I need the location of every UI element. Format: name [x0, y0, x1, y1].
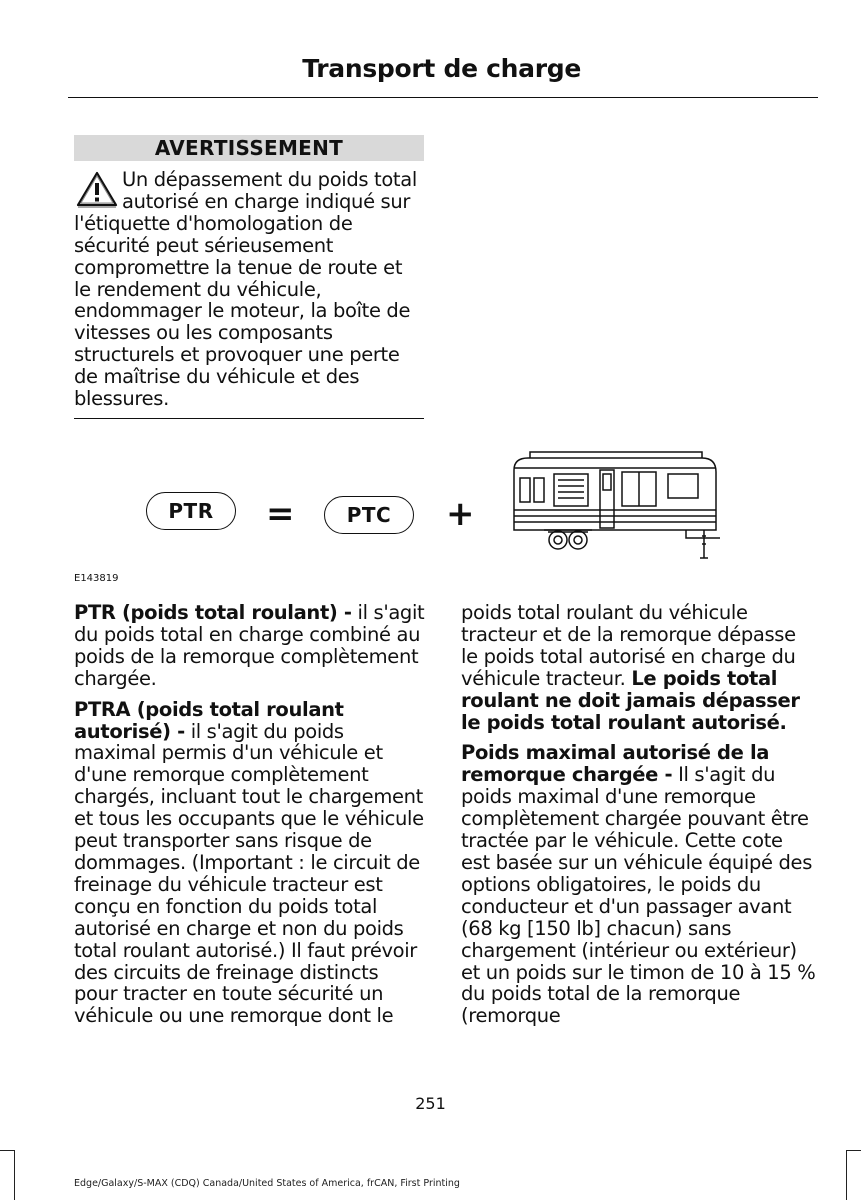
page-title: Transport de charge — [302, 54, 581, 83]
footer-text: Edge/Galaxy/S-MAX (CDQ) Canada/United States of America, frCAN, First Printing — [74, 1178, 460, 1189]
definition-max-trailer-weight — [461, 742, 816, 1027]
plus-sign: + — [446, 494, 475, 534]
left-column — [74, 602, 426, 1036]
crop-mark-left-h — [0, 1150, 14, 1151]
right-column — [461, 602, 816, 1036]
warning-text: Un dépassement du poids total autorisé en charge indiqué sur l'étiquette d'homologation de sécurité peut sérieusement compromettre la tenue de route et le rendement du véhicule, endommager le moteur, la boîte de vitesses ou les composants structurels et provoquer une perte de maîtrise du véhicule et des blessures. — [74, 168, 417, 411]
text-continued: poids total roulant du véhicule tracteur et de la remorque dépasse le poids total autorisé en charge du véhicule tracteur. — [461, 601, 796, 690]
ptc-label-box: PTC — [324, 496, 414, 534]
text-ptr: il s'agit du poids total en charge combiné au poids de la remorque complètement chargée. — [74, 601, 425, 690]
text-max-trailer-weight: Il s'agit du poids maximal d'une remorque complètement chargée pouvant être tractée par le véhicule. Cette cote est basée sur un véhicule équipé des options obligatoires, le poids du conducteur et d'un passager avant (68 kg [150 lb] chacun) sans chargement (intérieur ou extérieur) et un poids sur le timon de 10 à 15 % du poids total de la remorque (remorque — [461, 763, 816, 1028]
trailer-icon — [506, 448, 726, 574]
definition-ptr — [74, 602, 426, 690]
crop-mark-right-h — [847, 1150, 861, 1151]
equals-sign: = — [266, 494, 295, 534]
text-ptra: il s'agit du poids maximal permis d'un véhicule et d'une remorque complètement chargés, incluant tout le chargement et tous les occupants que le véhicule peut transporter sans risque de dommages. (Important : le circuit de freinage du véhicule tracteur est conçu en fonction du poids total autorisé en charge et non du poids total roulant autorisé.) Il faut prévoir des circuits de freinage distincts pour tracter en toute sécurité un véhicule ou une remorque dont le — [74, 719, 424, 1028]
crop-mark-left — [14, 1150, 15, 1200]
definition-ptra — [74, 699, 426, 1028]
ptr-label-box: PTR — [146, 492, 236, 530]
page-number: 251 — [415, 1094, 446, 1113]
warning-body — [74, 169, 424, 410]
figure-code: E143819 — [74, 573, 119, 584]
warning-box — [74, 135, 424, 419]
header-divider — [68, 97, 818, 98]
warning-divider — [74, 418, 424, 419]
continued-paragraph — [461, 602, 816, 733]
term-ptra: PTRA (poids total roulant autorisé) - — [74, 697, 344, 743]
term-max-trailer-weight: Poids maximal autorisé de la remorque chargée - — [461, 741, 770, 787]
crop-mark-right — [846, 1150, 847, 1200]
warning-triangle-icon — [74, 170, 120, 210]
bold-statement: Le poids total roulant ne doit jamais dépasser le poids total roulant autorisé. — [461, 666, 800, 734]
weight-illustration — [74, 440, 744, 590]
term-ptr: PTR (poids total roulant) - — [74, 601, 352, 624]
warning-heading: AVERTISSEMENT — [74, 135, 424, 161]
